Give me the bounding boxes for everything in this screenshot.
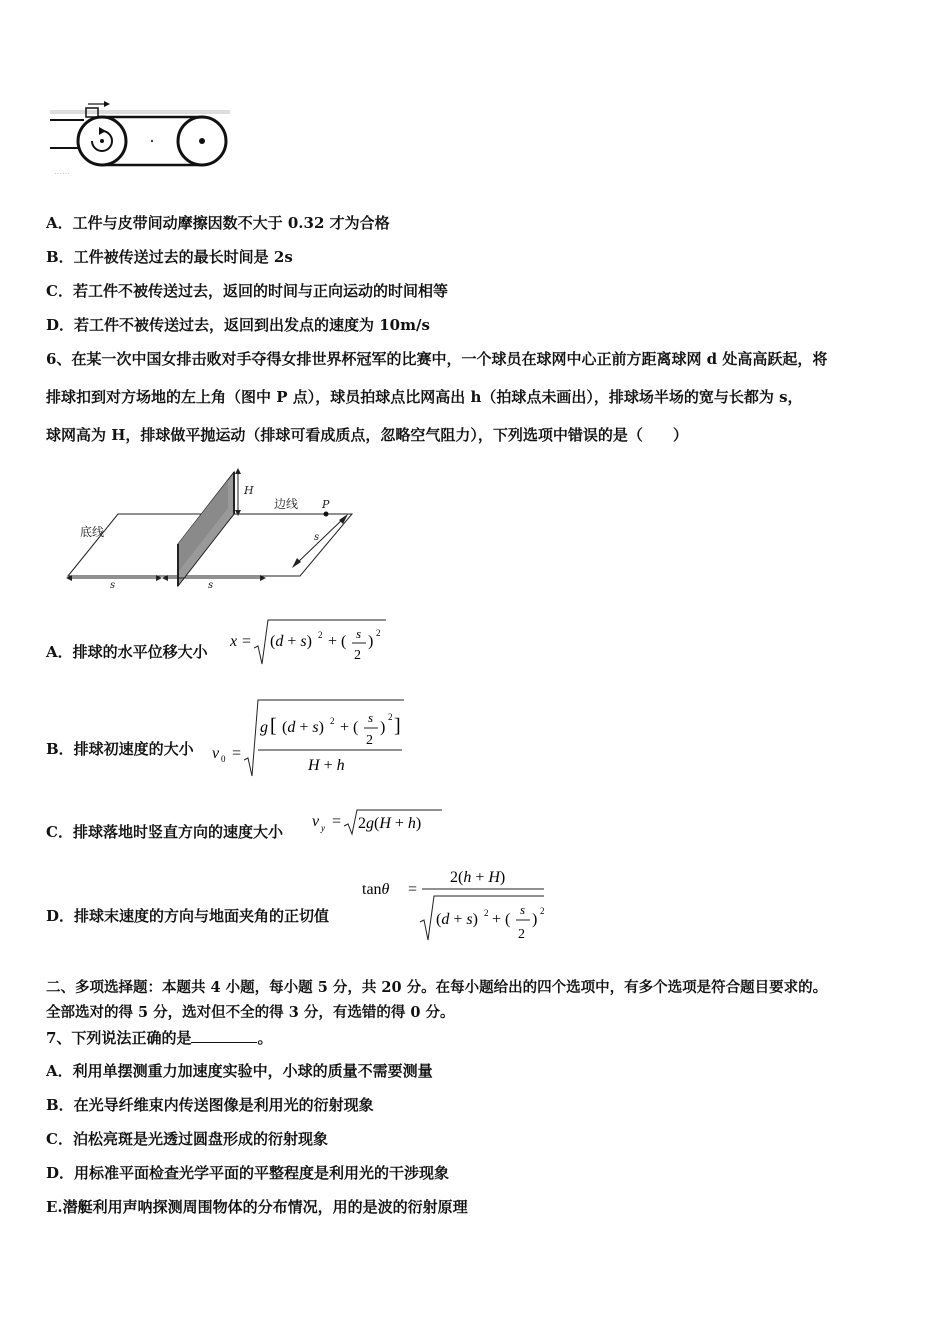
- svg-text:2: 2: [484, 908, 489, 918]
- sideline-label: 边线: [274, 497, 299, 511]
- q7-answer-blank[interactable]: [191, 1028, 257, 1043]
- q5-option-a: A．工件与皮带间动摩擦因数不大于 0.32 才为合格: [46, 214, 390, 232]
- svg-text:=: =: [332, 813, 342, 830]
- svg-text:2g(H + h): 2g(H + h): [358, 815, 422, 832]
- svg-text:2: 2: [518, 927, 525, 942]
- svg-text:): ): [532, 911, 538, 928]
- q7-stem-prefix: 7、下列说法正确的是: [46, 1029, 192, 1047]
- q7-option-c: C．泊松亮斑是光透过圆盘形成的衍射现象: [46, 1130, 328, 1148]
- q7-stem: [46, 1027, 272, 1048]
- svg-text:……: ……: [54, 167, 70, 176]
- svg-text:): ): [368, 633, 374, 650]
- svg-text:2: 2: [330, 716, 335, 726]
- volleyball-court-figure: [60, 458, 360, 590]
- section2-heading-line2: 全部选对的得 5 分，选对但不全的得 3 分，有选错的得 0 分。: [46, 1004, 455, 1021]
- svg-text:]: ]: [394, 715, 401, 737]
- q6-option-c-formula: [310, 806, 450, 838]
- q6-stem-line2: 排球扣到对方场地的左上角（图中 P 点），球员拍球点比网高出 h（拍球点未画出），排球场半场的宽与长都为 s，: [46, 388, 803, 406]
- svg-text:2: 2: [366, 733, 373, 748]
- svg-text:2: 2: [540, 906, 545, 916]
- s-label-middle: s: [208, 580, 214, 590]
- svg-text:H + h: H + h: [308, 757, 345, 774]
- svg-text:2(h + H): 2(h + H): [450, 869, 506, 886]
- q5-option-d: D．若工件不被传送过去，返回到出发点的速度为 10m/s: [46, 316, 430, 334]
- svg-text:(d + s): (d + s): [282, 719, 324, 736]
- svg-text:v: v: [312, 813, 320, 830]
- svg-text:=: =: [232, 745, 242, 762]
- q7-option-b: B．在光导纤维束内传送图像是利用光的衍射现象: [46, 1096, 374, 1114]
- section2-heading-line1: 二、多项选择题：本题共 4 小题，每小题 5 分，共 20 分。在每小题给出的四个选项中，有多个选项是符合题目要求的。: [46, 979, 828, 996]
- svg-text:[: [: [270, 715, 277, 737]
- q6-option-b-formula: [210, 698, 410, 780]
- q5-option-b: B．工件被传送过去的最长时间是 2s: [46, 248, 293, 266]
- s-label-left: s: [110, 580, 116, 590]
- svg-text:0: 0: [221, 754, 226, 764]
- q7-option-a: A．利用单摆测重力加速度实验中，小球的质量不需要测量: [46, 1062, 433, 1080]
- svg-text:2: 2: [388, 712, 393, 722]
- svg-text:v: v: [212, 745, 220, 762]
- q7-stem-suffix: 。: [257, 1029, 273, 1047]
- svg-text:y: y: [321, 823, 325, 833]
- q6-option-d-text: D．排球末速度的方向与地面夹角的正切值: [46, 907, 330, 925]
- baseline-label: 底线: [80, 525, 105, 539]
- svg-text:+ (: + (: [328, 633, 347, 650]
- svg-text:x: x: [230, 633, 238, 650]
- svg-text:tanθ: tanθ: [362, 881, 390, 898]
- svg-text:(d + s): (d + s): [270, 633, 312, 650]
- q5-option-c: C．若工件不被传送过去，返回的时间与正向运动的时间相等: [46, 282, 448, 300]
- q6-option-d-formula: [362, 862, 552, 946]
- svg-text:+ (: + (: [340, 719, 359, 736]
- svg-text:2: 2: [318, 630, 323, 640]
- q6-option-a-formula: [228, 616, 398, 668]
- svg-text:s: s: [356, 626, 362, 641]
- svg-text:s: s: [520, 902, 526, 917]
- q7-option-d: D．用标准平面检查光学平面的平整程度是利用光的干涉现象: [46, 1164, 450, 1182]
- svg-text:+ (: + (: [492, 911, 511, 928]
- q6-stem-line1: 6、在某一次中国女排击败对手夺得女排世界杯冠军的比赛中，一个球员在球网中心正前方距离球网 d 处高高跃起，将: [46, 350, 828, 368]
- svg-text:2: 2: [354, 648, 361, 663]
- svg-text:=: =: [408, 881, 418, 898]
- q7-option-e: E.潜艇利用声呐探测周围物体的分布情况，用的是波的衍射原理: [46, 1198, 468, 1216]
- s-label-diagonal: s: [314, 532, 320, 543]
- conveyor-belt-figure: [44, 96, 234, 176]
- svg-text:(d + s): (d + s): [436, 911, 478, 928]
- svg-text:=: =: [242, 633, 252, 650]
- svg-text:s: s: [368, 710, 374, 725]
- svg-text:g: g: [260, 719, 268, 736]
- q6-option-c-text: C．排球落地时竖直方向的速度大小: [46, 823, 283, 841]
- point-p-label: P: [322, 498, 330, 511]
- q6-option-a-text: A．排球的水平位移大小: [46, 643, 208, 661]
- q6-stem-line3: 球网高为 H，排球做平抛运动（排球可看成质点，忽略空气阻力），下列选项中错误的是（ ）: [46, 426, 688, 444]
- svg-text:2: 2: [376, 628, 381, 638]
- q6-option-b-text: B．排球初速度的大小: [46, 740, 194, 758]
- net-height-label: H: [244, 484, 254, 497]
- svg-text:): ): [380, 719, 386, 736]
